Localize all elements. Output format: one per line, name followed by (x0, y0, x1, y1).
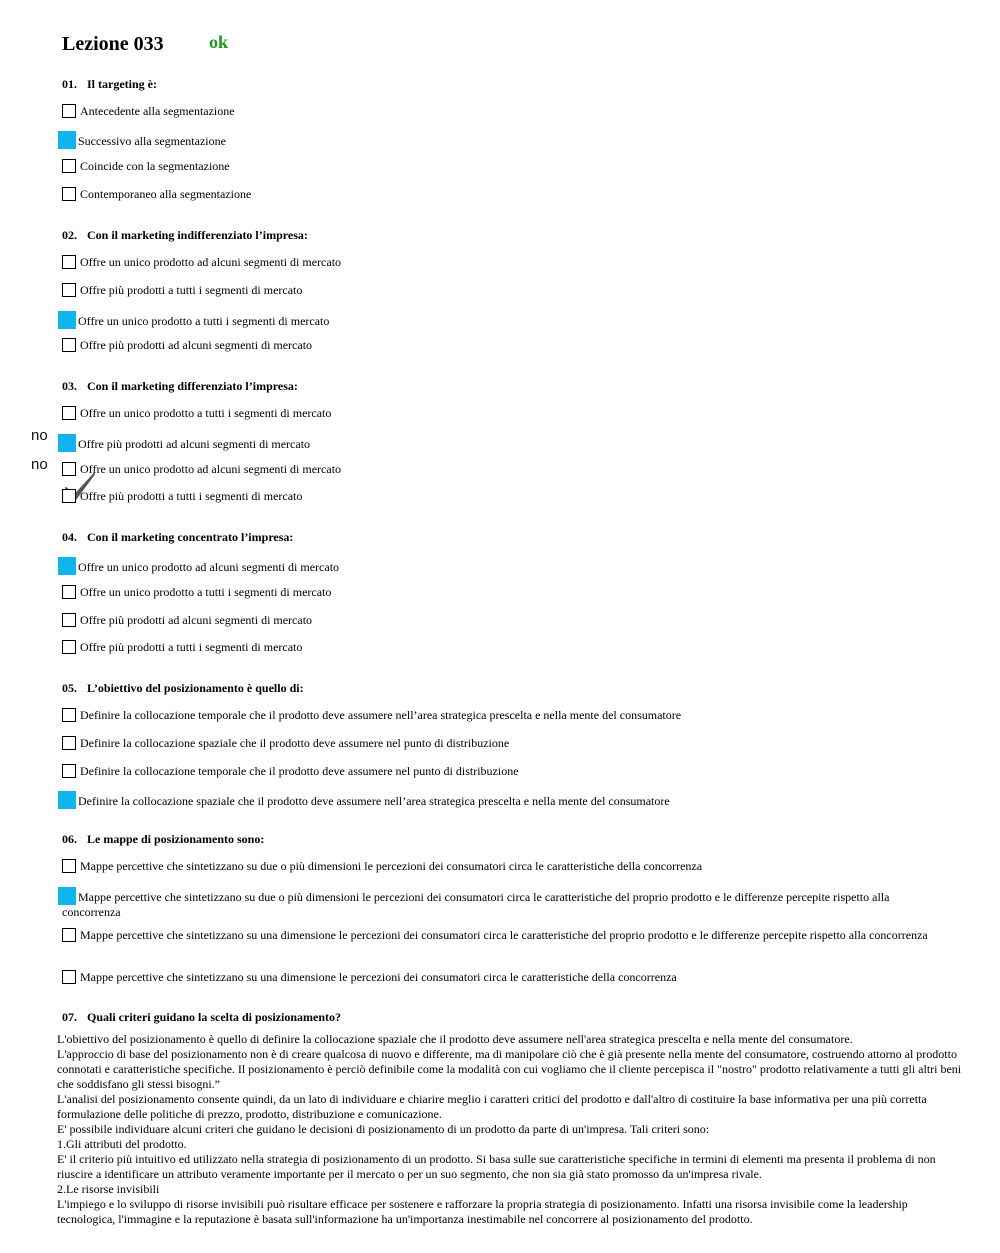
question-heading (62, 228, 308, 243)
open-answer (57, 1032, 967, 1227)
checkbox[interactable] (62, 613, 76, 627)
option-label: Mappe percettive che sintetizzano su una dimensione le percezioni dei consumatori circa le caratteristiche della concorrenza (80, 970, 677, 984)
answer-paragraph: E' il criterio più intuitivo ed utilizzato nella strategia di posizionamento di un prodotto. Si basa sulle sue caratteristiche specifiche in termini di elementi ma presenta il problema di non riuscire a identificare un attributo veramente importante per il mercato o per un suo segmento, che non sia già stato promosso da un'impresa rivale. (57, 1152, 936, 1181)
answer-option[interactable] (62, 640, 302, 655)
option-label: Antecedente alla segmentazione (80, 104, 235, 118)
answer-option[interactable] (62, 736, 509, 751)
question-text: Con il marketing differenziato l’impresa: (87, 379, 298, 393)
option-label: Offre più prodotti ad alcuni segmenti di mercato (80, 613, 313, 627)
checkbox[interactable] (62, 764, 76, 778)
checkbox[interactable] (62, 736, 76, 750)
checkbox[interactable] (62, 338, 76, 352)
question-number: 01. (62, 77, 77, 91)
answer-option[interactable] (62, 970, 677, 985)
answer-option[interactable] (62, 613, 312, 628)
option-label: Definire la collocazione spaziale che il prodotto deve assumere nell’area strategica prescelta e nella mente del consumatore (78, 794, 670, 808)
answer-paragraph: L'impiego e lo sviluppo di risorse invisibili può risultare efficace per sostenere e rafforzare la propria strategia di posizionamento. Infatti una risorsa invisibile come la leadership tecnologica, l'immagine e la reputazione è basata sull'informazione ha un'importanza inestimabile nel concorrere al posizionamento del prodotto. (57, 1197, 908, 1226)
question-heading (62, 379, 298, 394)
checkbox[interactable] (62, 255, 76, 269)
answer-option[interactable] (62, 159, 230, 174)
option-label: Offre un unico prodotto a tutti i segmenti di mercato (80, 406, 332, 420)
answer-option[interactable] (62, 791, 670, 809)
option-label: Offre un unico prodotto ad alcuni segmenti di mercato (78, 560, 340, 574)
checkbox-selected[interactable] (58, 434, 76, 452)
checkbox-selected[interactable] (58, 887, 76, 905)
checkbox[interactable] (62, 283, 76, 297)
question-heading (62, 1010, 341, 1025)
checkbox[interactable] (62, 462, 76, 476)
checkbox-selected[interactable] (58, 791, 76, 809)
answer-option[interactable] (62, 462, 341, 477)
answer-option[interactable] (62, 187, 251, 202)
question-heading (62, 681, 304, 696)
checkbox[interactable] (62, 640, 76, 654)
answer-option[interactable] (62, 406, 331, 421)
answer-option[interactable] (62, 338, 312, 353)
option-label: Offre più prodotti a tutti i segmenti di mercato (80, 640, 303, 654)
checkbox[interactable] (62, 859, 76, 873)
option-label: Offre un unico prodotto ad alcuni segmenti di mercato (80, 255, 342, 269)
question-text: Il targeting è: (87, 77, 157, 91)
option-label: Successivo alla segmentazione (78, 134, 226, 148)
checkbox[interactable] (62, 489, 76, 503)
option-label: Offre più prodotti ad alcuni segmenti di mercato (80, 338, 313, 352)
answer-paragraph: L'analisi del posizionamento consente quindi, da un lato di individuare e chiarire meglio i caratteri critici del prodotto e dall'altro di costituire la base informativa per una più corretta formulazione delle politiche di prezzo, prodotto, distribuzione e comunicazione. (57, 1092, 927, 1121)
question-number: 04. (62, 530, 77, 544)
checkbox[interactable] (62, 585, 76, 599)
margin-mark: no (31, 456, 48, 473)
option-label: Mappe percettive che sintetizzano su due o più dimensioni le percezioni dei consumatori circa le caratteristiche della concorrenza (80, 859, 703, 873)
checkbox[interactable] (62, 187, 76, 201)
answer-option[interactable] (62, 255, 341, 270)
answer-option[interactable] (62, 557, 339, 575)
answer-paragraph: L'obiettivo del posizionamento è quello di definire la collocazione spaziale che il prodotto deve assumere nell'area strategica prescelta e nella mente del consumatore. (57, 1032, 853, 1046)
checkbox[interactable] (62, 159, 76, 173)
checkbox[interactable] (62, 970, 76, 984)
answer-option[interactable] (62, 585, 331, 600)
answer-option[interactable] (62, 708, 681, 723)
answer-option[interactable] (62, 434, 310, 452)
option-label: Definire la collocazione temporale che il prodotto deve assumere nell’area strategica prescelta e nella mente del consumatore (80, 708, 682, 722)
option-label: Offre un unico prodotto a tutti i segmenti di mercato (78, 314, 330, 328)
answer-option[interactable] (62, 311, 329, 329)
question-number: 06. (62, 832, 77, 846)
answer-option[interactable] (62, 859, 702, 874)
checkbox[interactable] (62, 708, 76, 722)
option-label: Coincide con la segmentazione (80, 159, 230, 173)
option-label: Definire la collocazione temporale che il prodotto deve assumere nel punto di distribuzione (80, 764, 519, 778)
question-heading (62, 77, 157, 92)
checkbox[interactable] (62, 928, 76, 942)
question-heading (62, 530, 293, 545)
option-label: Mappe percettive che sintetizzano su una dimensione le percezioni dei consumatori circa le caratteristiche del proprio prodotto e le differenze percepite rispetto alla concorrenza (80, 928, 928, 942)
option-label: Contemporaneo alla segmentazione (80, 187, 252, 201)
question-text: Quali criteri guidano la scelta di posizionamento? (87, 1010, 341, 1024)
answer-paragraph: L'approccio di base del posizionamento non è di creare qualcosa di nuovo e differente, ma di manipolare ciò che è già presente nella mente del consumatore, costruendo attorno al prodotto connotati e caratteristiche specifiche. Il posizionamento è perciò definibile come la modalità con cui vogliamo che il cliente percepisca il "nostro" prodotto relativamente a tutti gli altri beni che soddisfano gli stessi bisogni.” (57, 1047, 962, 1091)
question-number: 07. (62, 1010, 77, 1024)
checkbox[interactable] (62, 104, 76, 118)
answer-option[interactable] (62, 928, 942, 943)
answer-option[interactable] (62, 283, 302, 298)
option-label: Offre un unico prodotto ad alcuni segmenti di mercato (80, 462, 342, 476)
question-text: Con il marketing concentrato l’impresa: (87, 530, 294, 544)
question-text: L’obiettivo del posizionamento è quello di: (87, 681, 304, 695)
answer-paragraph: E' possibile individuare alcuni criteri che guidano le decisioni di posizionamento di un prodotto da parte di un'impresa. Tali criteri sono: (57, 1122, 710, 1136)
question-number: 03. (62, 379, 77, 393)
question-heading (62, 832, 264, 847)
checkbox-selected[interactable] (58, 557, 76, 575)
checkbox-selected[interactable] (58, 131, 76, 149)
answer-option[interactable] (62, 887, 942, 920)
option-label: Offre più prodotti a tutti i segmenti di mercato (80, 489, 303, 503)
margin-mark: no (31, 427, 48, 444)
answer-option[interactable] (62, 131, 226, 149)
option-label: Mappe percettive che sintetizzano su due o più dimensioni le percezioni dei consumatori circa le caratteristiche del proprio prodotto e le differenze percepite rispetto alla concorrenza (62, 890, 890, 919)
answer-option[interactable] (62, 764, 519, 779)
checkbox[interactable] (62, 406, 76, 420)
status-label: ok (209, 32, 229, 52)
answer-paragraph: 1.Gli attributi del prodotto. (57, 1137, 187, 1151)
checkbox-selected[interactable] (58, 311, 76, 329)
question-text: Con il marketing indifferenziato l’impresa: (87, 228, 308, 242)
option-label: Definire la collocazione spaziale che il prodotto deve assumere nel punto di distribuzione (80, 736, 510, 750)
lesson-title: Lezione 033 (62, 33, 164, 55)
answer-option[interactable] (62, 104, 235, 119)
option-label: Offre un unico prodotto a tutti i segmenti di mercato (80, 585, 332, 599)
answer-option[interactable] (62, 489, 302, 504)
question-number: 05. (62, 681, 77, 695)
option-label: Offre più prodotti ad alcuni segmenti di mercato (78, 437, 311, 451)
answer-paragraph: 2.Le risorse invisibili (57, 1182, 160, 1196)
question-text: Le mappe di posizionamento sono: (87, 832, 265, 846)
question-number: 02. (62, 228, 77, 242)
option-label: Offre più prodotti a tutti i segmenti di mercato (80, 283, 303, 297)
